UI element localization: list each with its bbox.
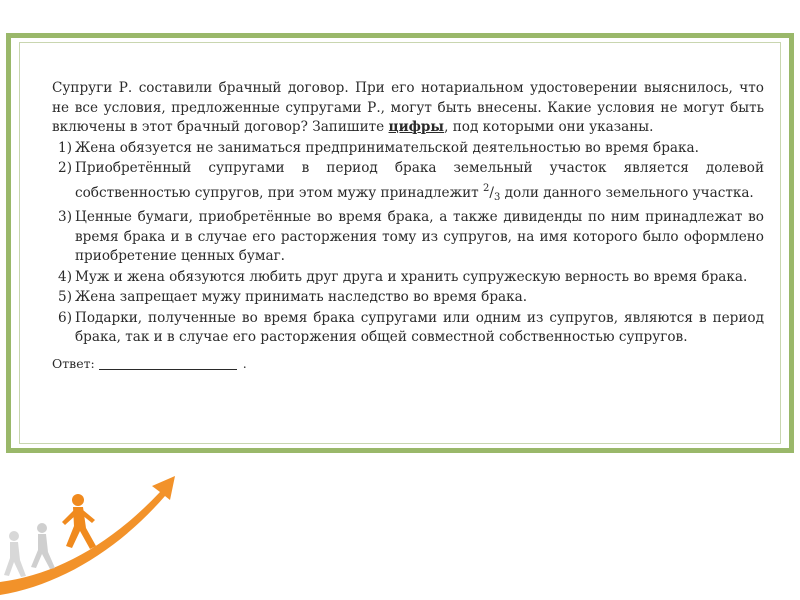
option-text [75,159,764,207]
task-question-emphasis: цифры [388,119,445,135]
fraction-denominator: 3 [493,191,501,203]
figure-follower-1-icon [4,531,26,577]
task-question [52,79,764,138]
fraction-numerator: 2 [482,182,490,194]
option-text: Ценные бумаги, приобретённые во время брака, а также дивиденды по ним принадлежат во время брака и в случае его расторжения тому из супругов, на имя которого было оформлено приобретение ценных бумаг. [75,209,764,264]
task-card [6,33,794,453]
option-text: Подарки, полученные во время брака супругами или одним из супругов, являются в период брака, так и в случае его расторжения общей совместной собственностью супругов. [75,309,764,345]
answer-label: Ответ: [52,355,95,371]
option-5 [52,288,764,308]
fraction-separator: / [489,184,494,201]
option-number: 4) [58,268,72,285]
option-number: 2) [58,160,72,176]
option-1 [52,139,764,159]
option-number: 3) [58,209,72,225]
answer-field[interactable] [99,369,237,370]
figure-leader-icon [62,494,96,549]
option-number: 6) [58,309,72,326]
option-6 [52,309,764,348]
option-text: Жена запрещает мужу принимать наследство во время брака. [75,289,528,305]
progress-runners-illustration [0,470,180,600]
option-text-part-a: Приобретённый супругами в период брака земельный участок является долевой собственностью супругов, при этом мужу принадлежит [75,160,764,201]
options-list [52,139,764,348]
task-question-end: , под которыми они указаны. [444,119,654,135]
task-content [52,79,764,373]
option-4 [52,268,764,288]
option-number: 5) [58,289,72,305]
answer-row [52,354,764,374]
option-2 [52,159,764,207]
task-question-text: Супруги Р. составили брачный договор. При его нотариальном удостоверении выяснилось, что не все условия, предложенные супругами Р., могут быть внесены. Какие условия не могут быть включены в этот брачный договор? Запишите [52,80,764,135]
option-text: Жена обязуется не заниматься предпринимательской деятельностью во время брака. [75,139,699,156]
option-text: Муж и жена обязуются любить друг друга и хранить супружескую верность во время брака. [75,268,748,285]
option-number: 1) [58,139,72,156]
option-3 [52,208,764,267]
answer-end: . [242,355,247,371]
figure-follower-2-icon [31,523,55,569]
option-text-part-b: доли данного земельного участка. [500,184,754,201]
